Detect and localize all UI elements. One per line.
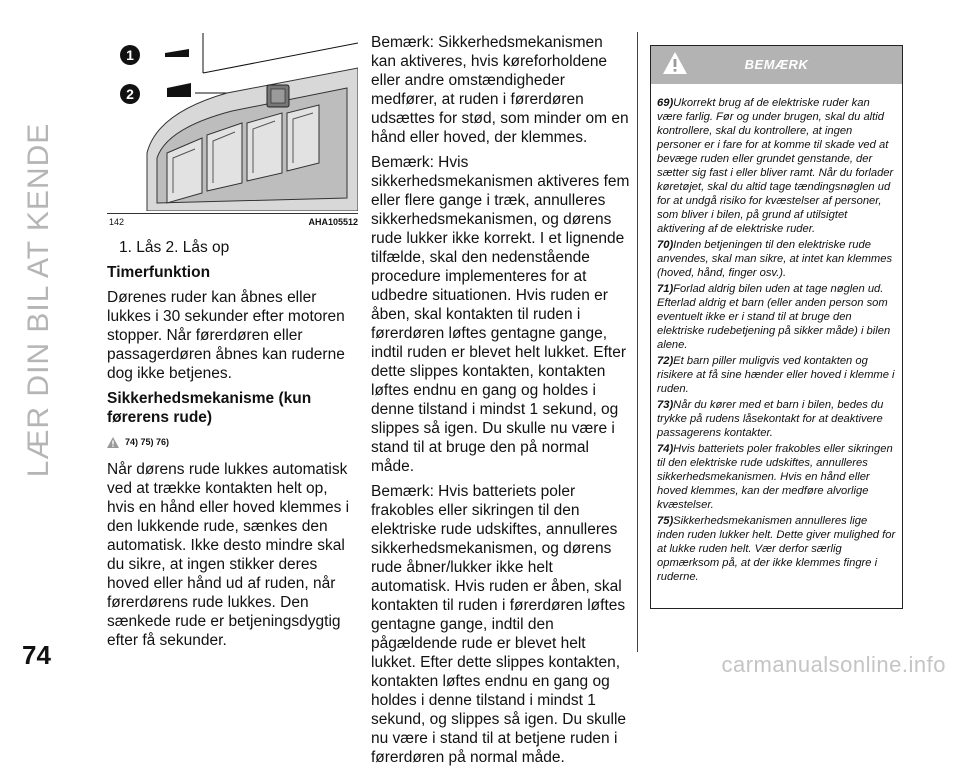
warning-box (650, 45, 903, 609)
warning-item: 69)Ukorrekt brug af de elektriske ruder kan være farlig. Før og under brugen, skal du altid kontrollere, skal du kontrollere, at ingen personer er i fare for at komme til skade ved at bevæge ruden eller grundet genstande, der sætter sig fast i eller bliver ramt. Når du forlader køretøjet, skal du altid tage tændingsnøglen ud for at undgå risiko for kvæstelser af personer, som bliver i bilen, på grund af utilsigtet aktivering af de elektriske ruder. (657, 97, 894, 235)
warning-item: 75)Sikkerhedsmekanismen annulleres lige inden ruden lukker helt. Dette giver mulighed for at lukke ruden helt. Vær derfor særlig opmærksom på, at der ikke klemmes fingre i ruderne. (657, 515, 896, 583)
warning-body (651, 84, 902, 584)
side-section-title: LÆR DIN BIL AT KENDE (22, 122, 55, 478)
warning-header (651, 46, 902, 84)
timer-heading: Timerfunktion (107, 264, 211, 281)
figure-caption-bar (107, 213, 358, 230)
callout-1-label: 1 (126, 47, 134, 63)
warning-item: 70)Inden betjeningen til den elektriske rude anvendes, skal man sikre, at intet kan klemmes (hoved, hånd, finger osv.). (657, 239, 893, 279)
page-number: 74 (22, 640, 51, 670)
safety-text: Når dørens rude lukkes automatisk ved at trække kontakten helt op, hvis en hånd eller hoved klemmes i den lukkende rude, sænkes den automatisk. Ikke desto mindre skal du sikre, at ingen stikker deres hoved eller hånd ud af ruden, når førerdørens rude lukkes. Den sænkede rude er betjeningsdygtig efter få sekunder. (107, 461, 350, 649)
note-1: Bemærk: Sikkerhedsmekanismen kan aktiveres, hvis køreforholdene eller andre omstændigheder medfører, at ruden i førerdøren udsættes for stød, som minder om en hånd eller hoved, der klemmes. (371, 34, 629, 146)
window-switch-illustration (107, 33, 358, 211)
figure-number: 142 (109, 217, 125, 227)
warning-item: 73)Når du kører med et barn i bilen, bedes du trykke på rudens låsekontakt for at deaktivere passagerens kontakter. (657, 399, 884, 439)
note-3: Bemærk: Hvis batteriets poler frakobles eller sikringen til den elektriske rude udskiftes, annulleres sikkerhedsmekanismen, og dørens rude åbner/lukker ikke helt automatisk. Hvis ruden er åben, skal kontakten til ruden i førerdøren løftes gentagne gange, indtil den pågældende rude er blevet helt lukket. Efter dette slippes kontakten, kontakten løftes endnu en gang og holdes i denne tilstand i mindst 1 sekund, og slippes så igen. Du skulle nu være i stand til at betjene ruden i førerdøren på normal måde. (371, 483, 627, 766)
warning-item: 72)Et barn piller muligvis ved kontakten og risikere at få sine hænder eller hoved i klemme i ruden. (657, 355, 895, 395)
warning-title: BEMÆRK (744, 57, 809, 72)
legend-caption: 1. Lås 2. Lås op (119, 239, 230, 256)
safety-heading: Sikkerhedsmekanisme (kun førerens rude) (107, 390, 312, 426)
warning-references: 74) 75) 76) (107, 433, 359, 452)
column-divider (637, 32, 638, 652)
column-2 (371, 33, 631, 773)
note-2: Bemærk: Hvis sikkerhedsmekanismen aktiveres fem eller flere gange i træk, annulleres sikkerhedsmekanismen, og dørens rude lukker ikke korrekt. I et lignende tilfælde, skal den nedenstående procedure implementeres for at udbedre situationen. Hvis ruden er åben, skal kontakten til ruden i førerdøren løftes gentagne gange, indtil ruden er blevet helt lukket. Efter dette slippes kontakten, kontakten løftes endnu en gang og holdes i denne tilstand i mindst 1 sekund, og slippes så igen. Du skulle nu være i stand til at bruge den på normal måde. (371, 154, 630, 475)
callout-2-label: 2 (126, 86, 134, 102)
timer-text: Dørenes ruder kan åbnes eller lukkes i 30 sekunder efter motoren stopper. Når førerdøren eller passagerdøren åbnes kan ruderne dog ikke betjenes. (107, 289, 345, 382)
warning-item: 74)Hvis batteriets poler frakobles eller sikringen til den elektriske rude udskiftes, annulleres sikkerhedsmekanismen. Hvis en hånd eller hoved klemmes, kan der medføre alvorlige kvæstelser. (657, 443, 893, 511)
column-1 (107, 238, 359, 656)
watermark: carmanualsonline.info (721, 652, 946, 677)
warning-item: 71)Forlad aldrig bilen uden at tage nøglen ud. Efterlad aldrig et barn (eller anden person som eventuelt ikke er i stand til at bruge den elektriske rudebetjening på sikker måde) i bilen alene. (657, 283, 891, 351)
figure-code: AHA105512 (308, 217, 358, 227)
warning-triangle-icon (107, 437, 119, 448)
